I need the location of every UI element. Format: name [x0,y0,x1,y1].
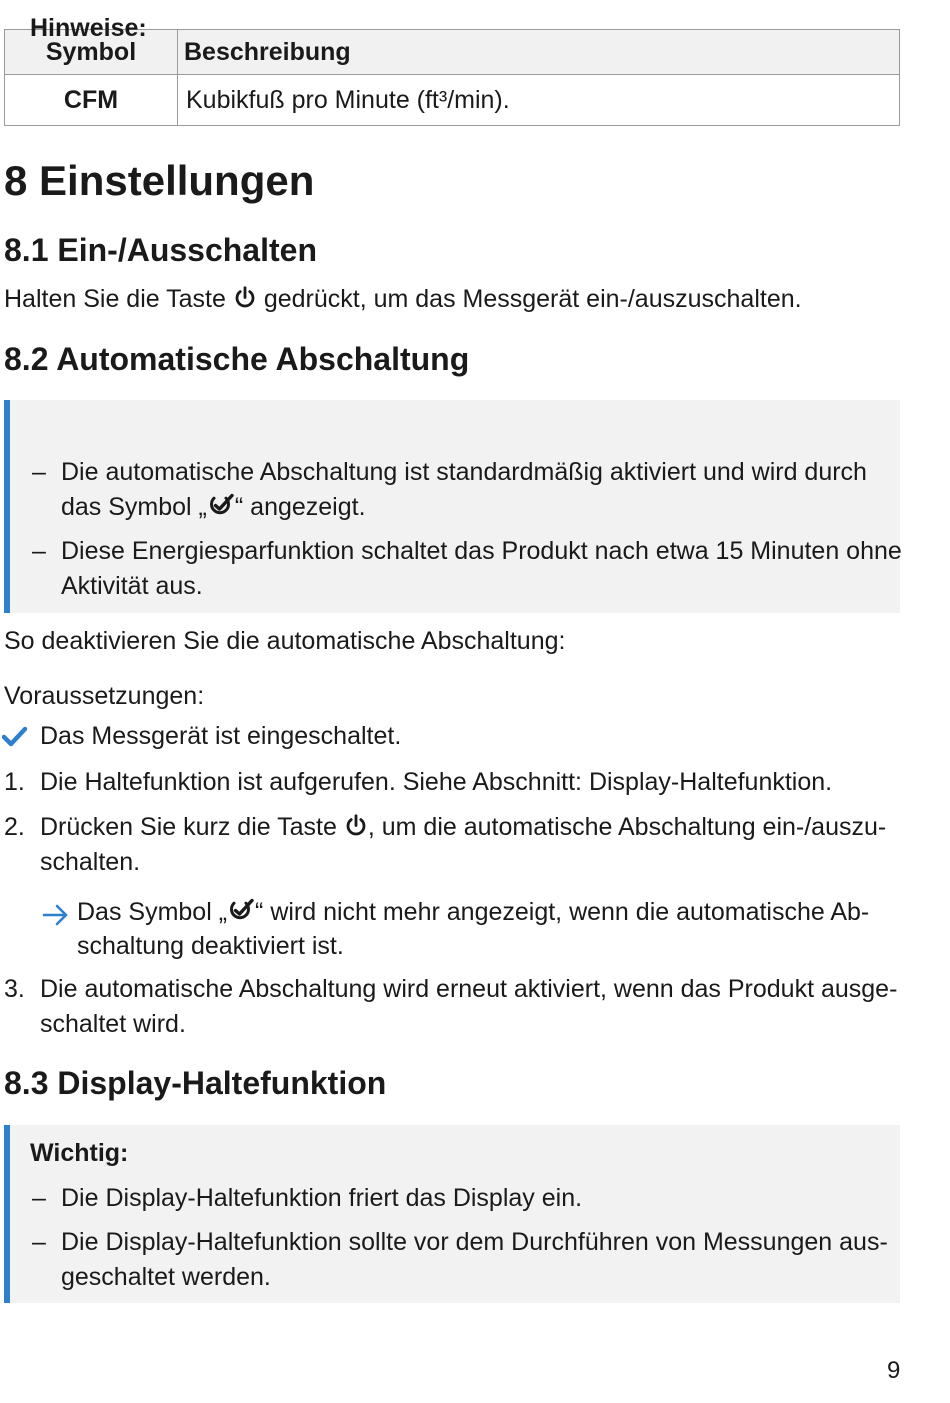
table-cell-description: Kubikfuß pro Minute (ft³/min). [178,75,900,126]
bullet-dash: – [32,537,46,565]
important-item-2-line-2: geschaltet werden. [61,1263,271,1291]
result-line-2: schaltung deaktiviert ist. [77,932,344,960]
step-number: 1. [4,768,25,796]
important-title: Wichtig: [30,1139,129,1167]
deactivate-intro: So deaktivieren Sie die automatische Abschaltung: [4,627,566,655]
prerequisite-item: Das Messgerät ist eingeschaltet. [40,722,402,750]
step-2-line-1: Drücken Sie kurz die Taste , um die automatische Abschaltung ein-/auszu- [40,810,886,848]
power-instruction: Halten Sie die Taste gedrückt, um das Messgerät ein-/auszuschalten. [4,282,802,319]
step-number: 3. [4,975,25,1003]
note-item-1-line-2: das Symbol „ “ angezeigt. [61,490,366,528]
result-line-1: Das Symbol „ “ wird nicht mehr angezeigt, wenn die automatische Ab- [77,895,869,933]
bullet-dash: – [32,458,46,486]
bullet-dash: – [32,1228,46,1256]
step-1: Die Haltefunktion ist aufgerufen. Siehe Abschnitt: Display-Haltefunktion. [40,768,833,796]
step-number: 2. [4,813,25,841]
notes-title: Hinweise: [30,14,147,42]
step-3-line-1: Die automatische Abschaltung wird erneut aktiviert, wenn das Produkt ausge- [40,975,898,1003]
section-heading-8-3: 8.3 Display-Haltefunktion [4,1065,387,1101]
section-heading-8-2: 8.2 Automatische Abschaltung [4,341,470,377]
prerequisites-label: Voraussetzungen: [4,682,205,710]
important-item-2-line-1: Die Display-Haltefunktion sollte vor dem Durchführen von Messungen aus- [61,1228,888,1256]
power-icon [233,285,257,319]
step-2-line-2: schalten. [40,848,141,876]
auto-power-off-icon [207,492,235,528]
note-item-2-line-1: Diese Energiesparfunktion schaltet das Produkt nach etwa 15 Minuten ohne [61,537,902,565]
chapter-heading: 8 Einstellungen [4,157,315,204]
check-icon [2,719,28,759]
important-item-1: Die Display-Haltefunktion friert das Display ein. [61,1184,583,1212]
table-row [5,75,900,126]
power-icon [344,813,368,848]
section-heading-8-1: 8.1 Ein-/Ausschalten [4,232,317,268]
bullet-dash: – [32,1184,46,1212]
page-number: 9 [887,1357,901,1384]
note-item-2-line-2: Aktivität aus. [61,572,203,600]
table-header-description: Beschreibung [178,30,900,75]
note-item-1-line-1: Die automatische Abschaltung ist standardmäßig aktiviert und wird durch [61,458,867,486]
table-cell-symbol: CFM [5,75,178,126]
important-box [4,1125,900,1303]
auto-power-off-icon [227,897,255,933]
arrow-right-icon [42,897,70,932]
step-3-line-2: schaltet wird. [40,1010,186,1038]
table-header-symbol: Symbol [5,30,178,75]
